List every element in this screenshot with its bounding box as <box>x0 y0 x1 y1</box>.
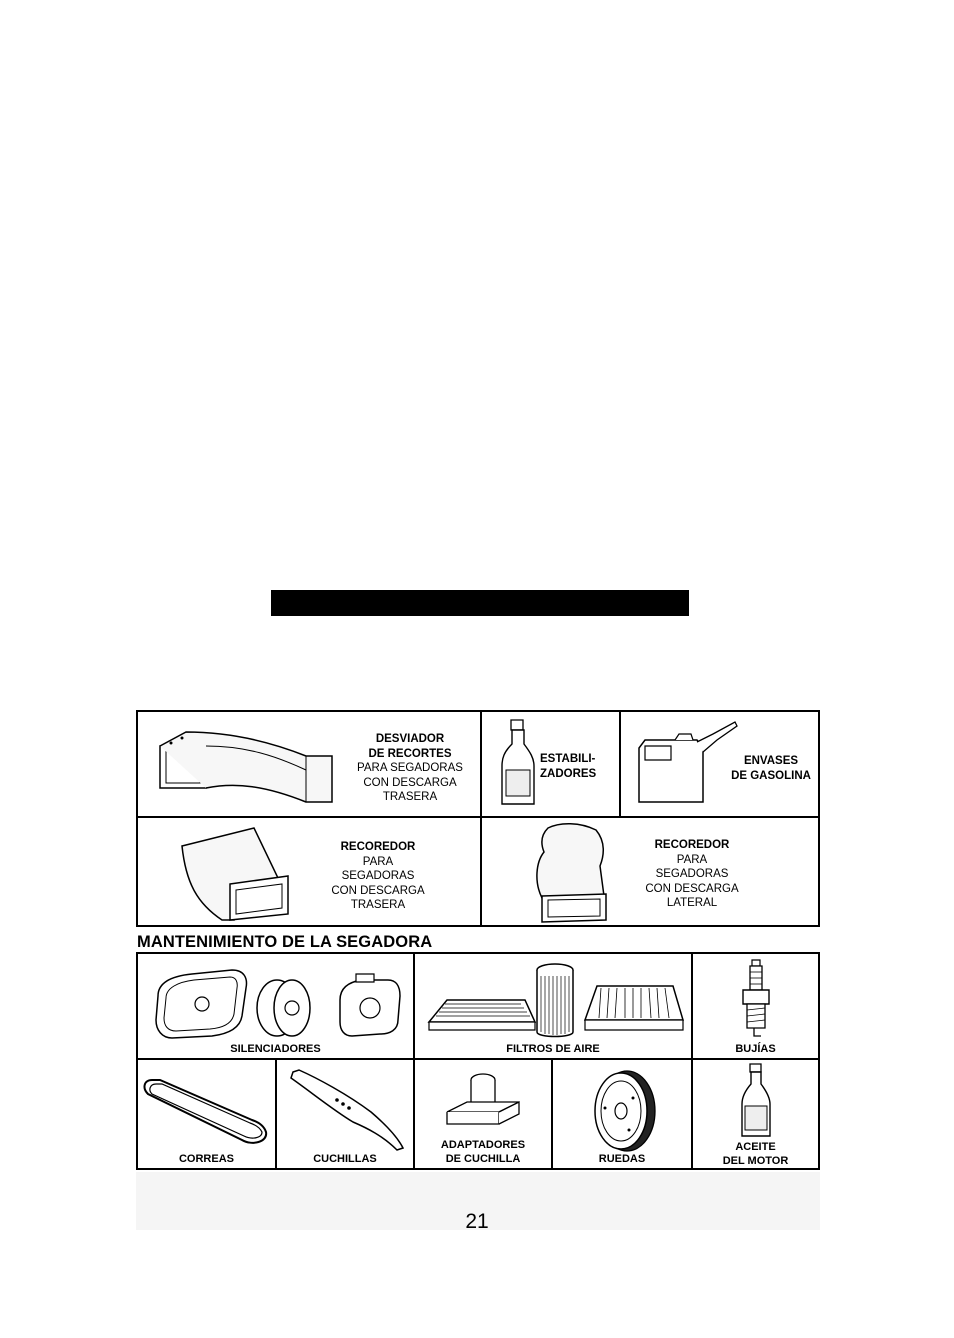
label-line: SEGADORAS <box>655 868 729 880</box>
caption-engine-oil: DEL MOTOR <box>722 1155 789 1167</box>
belt-icon <box>142 1074 272 1146</box>
caption-air-filters: FILTROS DE AIRE <box>506 1043 600 1055</box>
air-filter-icon <box>425 960 685 1040</box>
label-bold-line: DESVIADOR <box>375 733 445 745</box>
maintenance-cell-belts <box>138 1060 275 1168</box>
label-line: LATERAL <box>666 897 718 909</box>
accessory-cell-gas-can <box>621 712 818 816</box>
header-bar <box>271 590 689 616</box>
label-line: CON DESCARGA <box>645 882 739 895</box>
accessory-cell-rear-bagger <box>138 818 480 925</box>
maintenance-grid <box>136 952 820 1170</box>
stabilizer-bottle-icon <box>498 718 538 810</box>
label-bold-line: ESTABILI- <box>540 753 596 765</box>
accessory-cell-stabilizer <box>482 712 619 816</box>
oil-bottle-icon <box>739 1062 773 1140</box>
side-bagger-icon <box>530 822 614 922</box>
wheel-icon <box>589 1068 659 1154</box>
maintenance-cell-spark-plugs <box>693 954 818 1058</box>
page-number: 21 <box>465 1210 489 1233</box>
label-bold-line: RECOREDOR <box>340 841 416 853</box>
maintenance-cell-wheels <box>553 1060 691 1168</box>
caption-blade-adapters: ADAPTADORES <box>440 1139 526 1151</box>
maintenance-cell-air-filters <box>415 954 691 1058</box>
blade-icon <box>287 1068 407 1150</box>
caption-blade-adapters: DE CUCHILLA <box>445 1153 521 1165</box>
label-line: TRASERA <box>350 899 406 911</box>
label-line: CON DESCARGA <box>331 884 425 897</box>
gas-can-icon <box>631 720 741 804</box>
label-bold-line: DE GASOLINA <box>731 769 811 782</box>
chute-deflector-icon <box>156 726 336 806</box>
accessory-cell-deflector <box>138 712 480 816</box>
caption-engine-oil: ACEITE <box>735 1141 776 1153</box>
label-bold-line: ENVASES <box>743 755 799 767</box>
muffler-icon <box>152 966 402 1040</box>
label-line: SEGADORAS <box>341 870 415 882</box>
maintenance-cell-blade-adapters <box>415 1060 551 1168</box>
label-line: TRASERA <box>382 791 438 803</box>
blade-adapter-icon <box>443 1068 527 1138</box>
caption-spark-plugs: BUJÍAS <box>735 1043 776 1055</box>
maintenance-cell-blades <box>277 1060 413 1168</box>
accessory-cell-side-bagger <box>482 818 818 925</box>
spark-plug-icon <box>739 960 773 1040</box>
label-bold-line: DE RECORTES <box>368 747 452 760</box>
rear-bagger-icon <box>178 824 298 920</box>
caption-mufflers: SILENCIADORES <box>230 1043 321 1055</box>
maintenance-title: MANTENIMIENTO DE LA SEGADORA <box>137 933 433 951</box>
caption-blades: CUCHILLAS <box>313 1153 377 1165</box>
maintenance-cell-mufflers <box>138 954 413 1058</box>
label-bold-line: RECOREDOR <box>654 839 730 851</box>
label-line: PARA <box>676 853 708 866</box>
caption-wheels: RUEDAS <box>598 1153 646 1165</box>
label-bold-line: ZADORES <box>540 767 597 780</box>
caption-belts: CORREAS <box>178 1153 234 1165</box>
accessories-grid <box>136 710 820 927</box>
label-line: PARA <box>362 855 394 868</box>
label-line: PARA SEGADORAS <box>357 762 463 774</box>
label-line: CON DESCARGA <box>363 776 457 789</box>
maintenance-cell-engine-oil <box>693 1060 818 1168</box>
